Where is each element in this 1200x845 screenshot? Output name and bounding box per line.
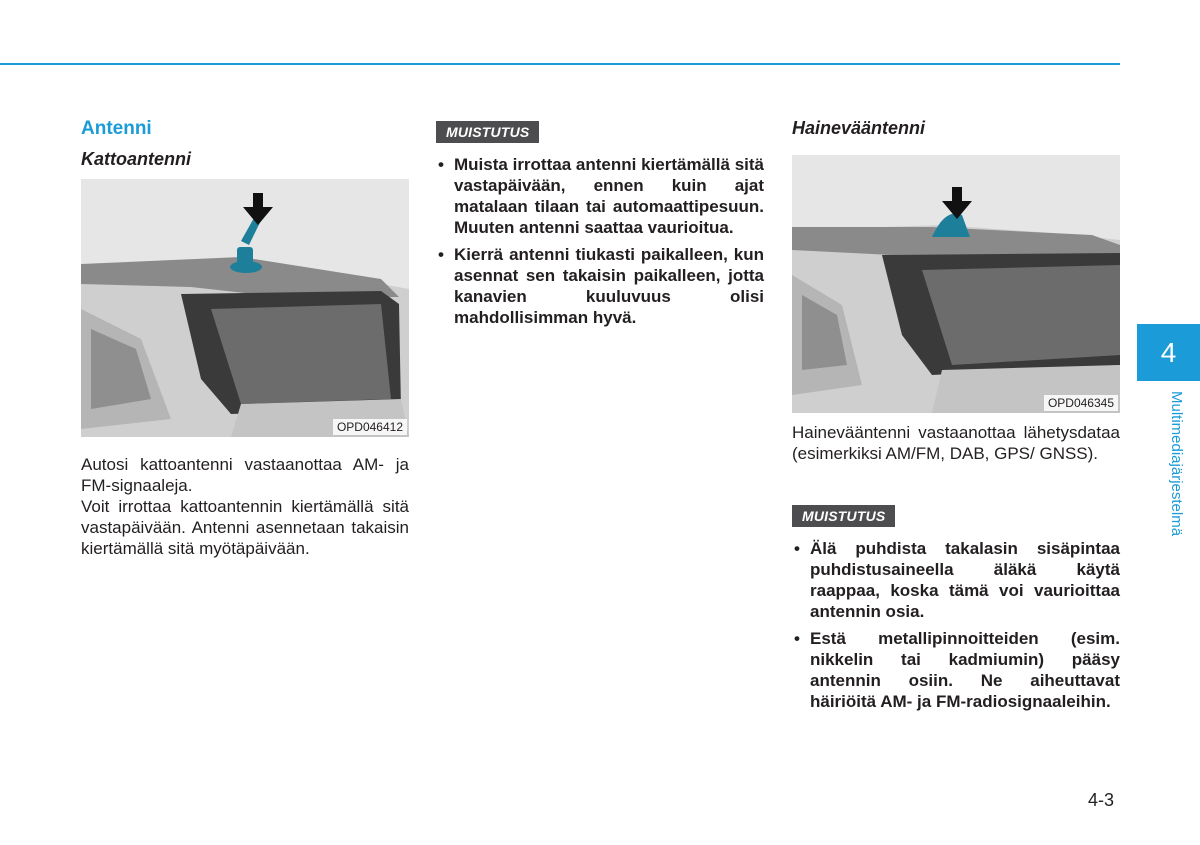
down-arrow-icon bbox=[243, 193, 273, 225]
figure-code: OPD046412 bbox=[333, 419, 407, 435]
list-item bbox=[792, 538, 1120, 622]
list-item-text: Estä metallipinnoitteiden (esim. nikkelin tai kadmiumin) pääsy antennin osiin. Ne aiheuttavat häiriöitä AM- ja FM-radiosignaaleihin. bbox=[810, 629, 1120, 711]
chapter-tab: 4 bbox=[1137, 324, 1200, 381]
paragraph: Autosi kattoantenni vastaanottaa AM- ja FM-signaaleja. bbox=[81, 455, 409, 495]
bullet-dot: • bbox=[794, 629, 800, 648]
note-badge: MUISTUTUS bbox=[792, 505, 895, 527]
list-item-text: Muista irrottaa antenni kiertämällä sitä vastapäivään, ennen kuin ajat matalaan tilaan tai automaattipesuun. Muuten antenni saattaa vaurioitua. bbox=[454, 155, 764, 237]
down-arrow-icon bbox=[942, 187, 972, 219]
list-item bbox=[792, 628, 1120, 712]
header-rule bbox=[0, 63, 1120, 65]
list-item-text: Kierrä antenni tiukasti paikalleen, kun asennat sen takaisin paikalleen, jotta kanavien kuuluvuus olisi mahdollisimman hyvä. bbox=[454, 245, 764, 327]
chapter-label: Multimediajärjestelmä bbox=[1168, 391, 1185, 537]
subtitle-shark-fin-antenna: Hainevääntenni bbox=[792, 118, 926, 138]
figure-code: OPD046345 bbox=[1044, 395, 1118, 411]
list-item bbox=[436, 154, 764, 238]
paragraph: Hainevääntenni vastaanottaa lähetysdataa (esimerkiksi AM/FM, DAB, GPS/ GNSS). bbox=[792, 423, 1120, 463]
roof-antenna-text bbox=[81, 454, 409, 559]
list-item bbox=[436, 244, 764, 328]
bullet-dot: • bbox=[794, 539, 800, 558]
figure-shark-fin-antenna bbox=[792, 155, 1120, 413]
shark-fin-text bbox=[792, 422, 1120, 464]
bullet-dot: • bbox=[438, 155, 444, 174]
note-badge: MUISTUTUS bbox=[436, 121, 539, 143]
note-list bbox=[792, 538, 1120, 718]
page-number: 4-3 bbox=[1088, 790, 1115, 810]
section-title: Antenni bbox=[81, 118, 152, 139]
subtitle-roof-antenna: Kattoantenni bbox=[81, 149, 191, 169]
list-item-text: Älä puhdista takalasin sisäpintaa puhdistusaineella äläkä käytä raappaa, koska tämä voi vaurioittaa antennin osia. bbox=[810, 539, 1120, 621]
bullet-dot: • bbox=[438, 245, 444, 264]
paragraph: Voit irrottaa kattoantennin kiertämällä sitä vastapäivään. Antenni asennetaan takaisin kiertämällä sitä myötäpäivään. bbox=[81, 497, 409, 558]
figure-roof-antenna bbox=[81, 179, 409, 437]
note-list bbox=[436, 154, 764, 334]
